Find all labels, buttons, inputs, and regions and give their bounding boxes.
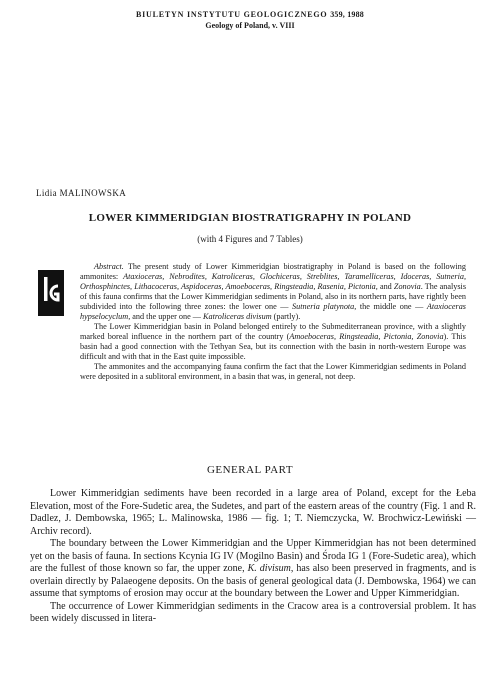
zone-name: Katroliceras divisum — [203, 312, 272, 321]
body-paragraph-3: The occurrence of Lower Kimmeridgian sediments in the Cracow area is a controversial problem. It has been widely discussed in litera- — [30, 600, 476, 624]
body-text-run: , has also been preserved in fragments, and is overlain directly by Palaeogene deposits. On the basis of general geological data (J. Dembowska, 1964) we can assume that symptoms of erosion may occur at the boundary between the Lower and Upper Kimmeridgian. — [30, 563, 477, 599]
abstract-paragraph-2 — [80, 322, 466, 362]
abstract-text: . The analysis of this fauna confirms that the Lower Kimmeridgian sediments in Poland, also in its northern parts, have rightly been subdivided into the following three zones: the lower one — — [80, 282, 466, 311]
journal-name: BIULETYN INSTYTUTU GEOLOGICZNEGO — [135, 10, 328, 19]
zone-name: K. divisum — [247, 563, 291, 574]
section-heading: GENERAL PART — [206, 464, 294, 476]
abstract-text: and — [377, 282, 394, 291]
abstract-paragraph-3: The ammonites and the accompanying fauna confirm the fact that the Lower Kimmeridgian sediments in Poland were deposited in a sublitoral environment, in a basin that was, in general, not deep. — [80, 362, 466, 381]
paper-title: LOWER KIMMERIDGIAN BIOSTRATIGRAPHY IN POLAND — [88, 212, 412, 224]
zone-name: Sutneria platynota — [292, 302, 355, 311]
abstract — [80, 262, 466, 382]
genus-name: Zonovia — [393, 282, 421, 291]
body-text-run: The boundary between the Lower Kimmeridgian and the Upper Kimmeridgian has not been determined yet on the basis of fauna. In sections Kcynia IG IV (Mogilno Basin) and Środa IG 1 (Fore-Sudetic area), which are the fullest of those known so far, the upper zone, — [30, 538, 476, 574]
ig-logo-icon — [38, 270, 64, 316]
journal-header — [0, 10, 500, 30]
journal-number: 359, 1988 — [330, 10, 365, 19]
abstract-paragraph-1 — [80, 262, 466, 322]
abstract-text: The present study of Lower Kimmeridgian biostratigraphy in Poland is based on the following ammonites: — [80, 262, 466, 281]
body-paragraph-1: Lower Kimmeridgian sediments have been recorded in a large area of Poland, except for the Łeba Elevation, most of the Fore-Sudetic area, the Sudetes, and part of the eastern areas of the country (Fig. 1 and R. Dadlez, J. Dembowska, 1965; L. Malinowska, 1986 — fig. 1; T. Niemczycka, W. Brochwicz-Lewiński — Archiv record). — [30, 488, 476, 537]
figures-note: (with 4 Figures and 7 Tables) — [197, 234, 303, 244]
abstract-text: , the middle one — — [354, 302, 427, 311]
abstract-label: Abstract. — [94, 262, 124, 271]
body-paragraph-2 — [30, 538, 476, 601]
series-title: Geology of Poland, v. VIII — [205, 21, 295, 30]
ig-logo-graphic — [38, 270, 64, 316]
abstract-text: ). This basin had a good connection with the Tethyan Sea, but its connection with the basin in north-western Europe was difficult and with that in the East quite impossible. — [80, 332, 466, 361]
abstract-text: The Lower Kimmeridgian basin in Poland belonged entirely to the Submediterranean province, with a slightly marked boreal influence in the northern part of the country ( — [80, 322, 466, 341]
journal-line — [0, 10, 500, 19]
abstract-text: , and the upper one — — [128, 312, 204, 321]
zone-name: Ataxioceras hypselocyclum — [80, 302, 466, 321]
abstract-text: (partly). — [271, 312, 301, 321]
genus-list: Amoeboceras, Ringsteadia, Pictonia, Zonovia — [289, 332, 444, 341]
author: Lidia MALINOWSKA — [36, 188, 127, 198]
body-text — [30, 488, 476, 626]
genus-list: Ataxioceras, Nebrodites, Katroliceras, Glochiceras, Streblites, Taramelliceras, Idoceras, Sutneria, Orthosphinctes, Lithacoceras, Aspidoceras, Amoeboceras, Ringsteadia, Rasenia, Pictonia, — [80, 272, 467, 291]
